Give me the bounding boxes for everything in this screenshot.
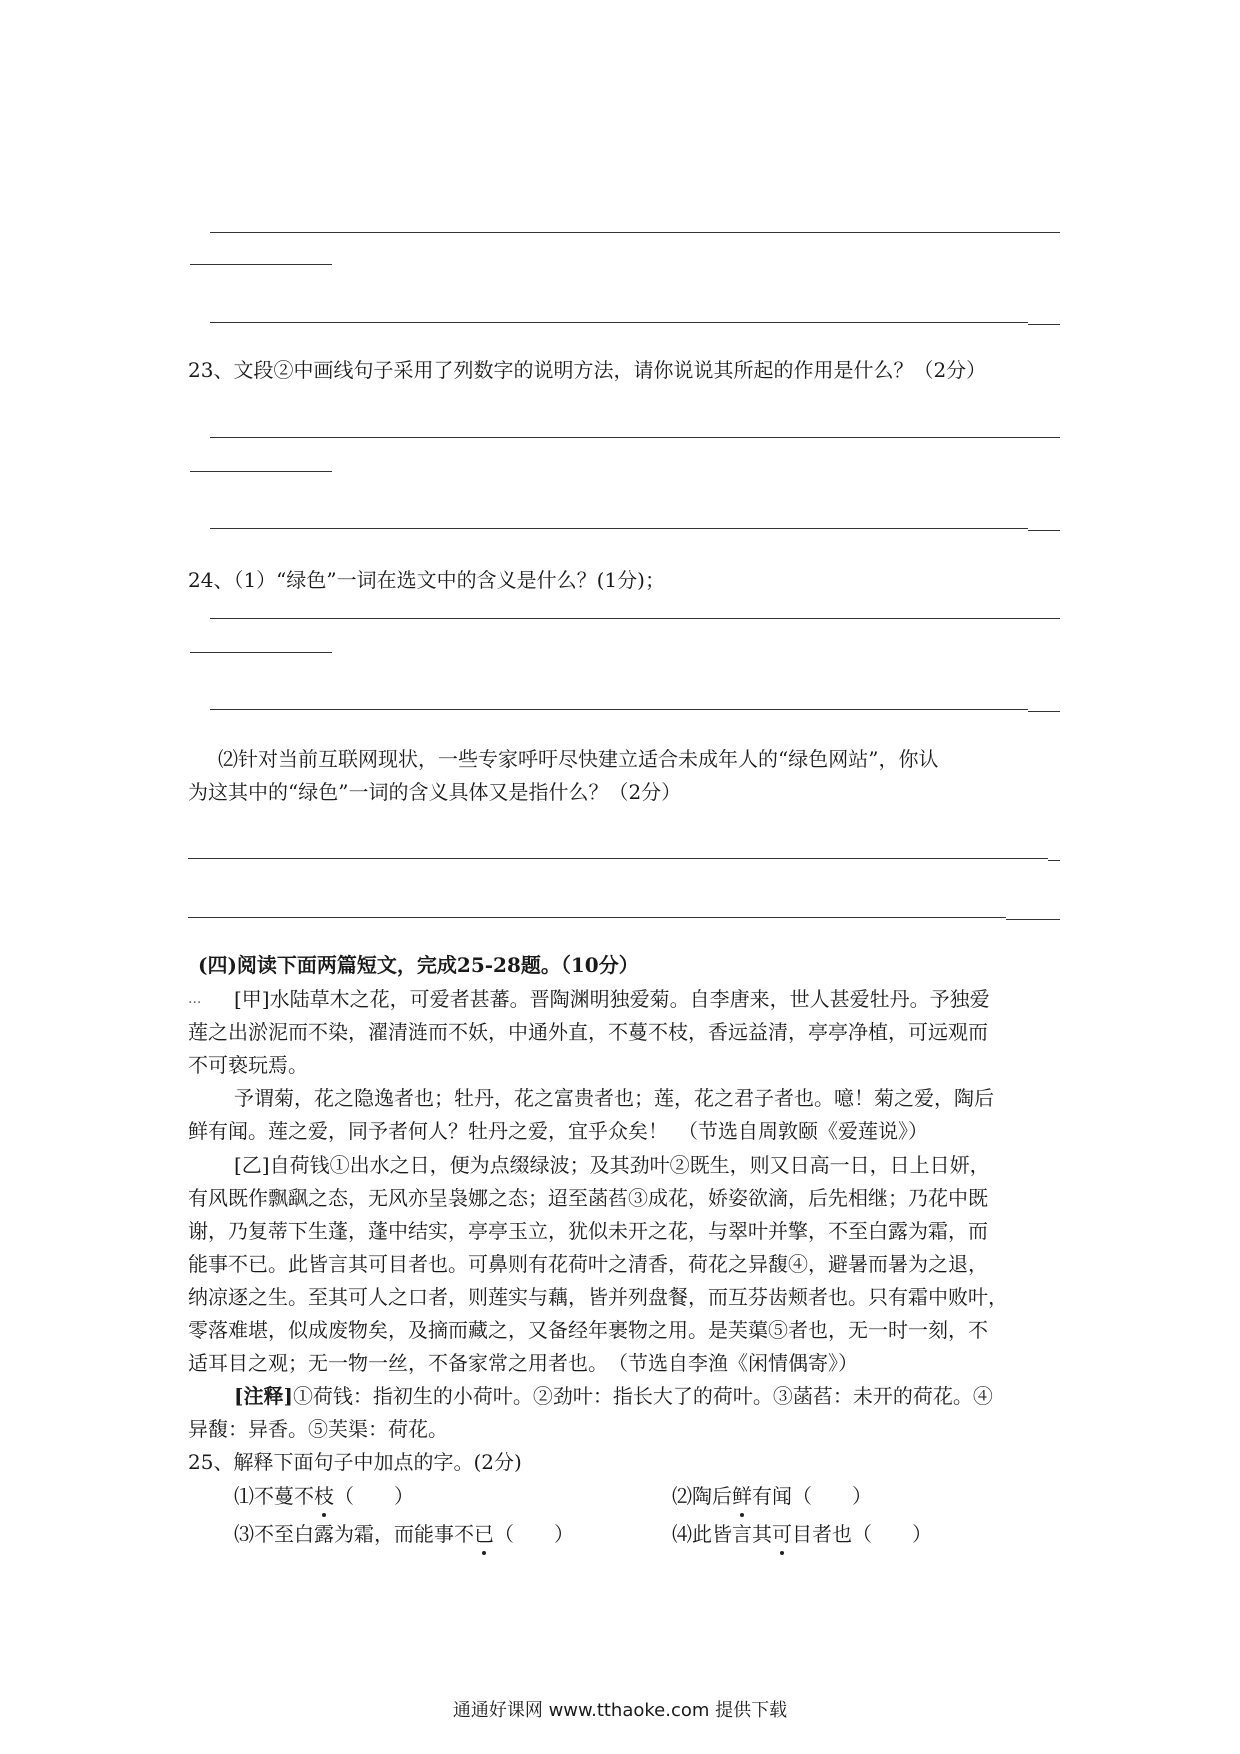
dotted-char: 枝 xyxy=(314,1481,334,1511)
q25-item-3 xyxy=(234,1519,574,1549)
passage-jia-line: 鲜有闻。莲之爱，同予者何人？牡丹之爱，宜乎众矣！ （节选自周敦颐《爱莲说》） xyxy=(188,1119,928,1143)
q25-item-blank[interactable]: （ ） xyxy=(334,1484,414,1508)
q25-item-blank[interactable]: （ ） xyxy=(494,1522,574,1546)
q25-item-text: ⑴不蔓不 xyxy=(234,1484,314,1508)
notes-line: 异馥：异香。⑤芙渠：荷花。 xyxy=(188,1417,448,1441)
answer-line-end[interactable] xyxy=(1028,530,1060,531)
q25-item-text: ⑶不至白露为霜，而能事不 xyxy=(234,1522,474,1546)
notes-text: ①荷钱：指初生的小荷叶。②劲叶：指长大了的荷叶。③菡萏：未开的荷花。④ xyxy=(292,1384,993,1408)
answer-line[interactable] xyxy=(210,618,1060,619)
dots-marker: ... xyxy=(188,991,202,1007)
notes-label: [注释] xyxy=(234,1384,293,1408)
q25-item-text: ⑵陶后 xyxy=(672,1484,732,1508)
passage-jia-line: 不可亵玩焉。 xyxy=(188,1053,308,1077)
q25-item-text: ⑷此皆言其 xyxy=(672,1522,772,1546)
q25-item-blank[interactable]: 目者也（ ） xyxy=(792,1522,932,1546)
answer-line[interactable] xyxy=(210,437,1060,438)
q25-item-1 xyxy=(234,1481,414,1511)
answer-line-short[interactable] xyxy=(190,652,332,653)
answer-line-end[interactable] xyxy=(1006,919,1060,920)
passage-yi-line: 纳凉逐之生。至其可人之口者，则莲实与藕，皆并列盘餐，而互芬齿颊者也。只有霜中败叶， xyxy=(188,1285,1008,1309)
answer-line-end[interactable] xyxy=(1028,324,1060,325)
question-24-1: 24、（1）“绿色”一词在选文中的含义是什么？(1分)； xyxy=(188,568,665,592)
answer-line[interactable] xyxy=(188,917,1006,918)
answer-line[interactable] xyxy=(210,709,1028,710)
answer-line[interactable] xyxy=(210,528,1028,529)
passage-yi-line: 能事不已。此皆言其可目者也。可鼻则有花荷叶之清香，荷花之异馥④，避暑而暑为之退， xyxy=(188,1252,988,1276)
q25-item-blank[interactable]: 有闻（ ） xyxy=(752,1484,872,1508)
question-24-2-line1: ⑵针对当前互联网现状，一些专家呼吁尽快建立适合未成年人的“绿色网站”，你认 xyxy=(218,747,939,771)
passage-yi-line: 零落难堪，似成废物矣，及摘而藏之，又备经年裹物之用。是芙蕖⑤者也，无一时一刻，不 xyxy=(188,1318,988,1342)
passage-yi-line: 适耳目之观；无一物一丝，不备家常之用者也。 （节选自李渔《闲情偶寄》） xyxy=(188,1351,858,1375)
passage-yi-line: 谢，乃复蒂下生蓬，蓬中结实，亭亭玉立，犹似未开之花，与翠叶并擎，不至白露为霜，而 xyxy=(188,1219,988,1243)
answer-line-end[interactable] xyxy=(1048,860,1060,861)
passage-jia-line: 予谓菊，花之隐逸者也；牡丹，花之富贵者也；莲，花之君子者也。噫！菊之爱，陶后 xyxy=(234,1086,994,1110)
answer-line-short[interactable] xyxy=(190,471,332,472)
question-24-2-line2: 为这其中的“绿色”一词的含义具体又是指什么？（2分） xyxy=(188,780,682,804)
notes-line xyxy=(234,1381,993,1411)
passage-yi-line: [乙]自荷钱①出水之日，便为点缀绿波；及其劲叶②既生，则又日高一日，日上日妍， xyxy=(234,1153,990,1177)
passage-jia-line: 莲之出淤泥而不染，濯清涟而不妖，中通外直，不蔓不枝，香远益清，亭亭净植，可远观而 xyxy=(188,1020,988,1044)
question-25: 25、解释下面句子中加点的字。(2分) xyxy=(188,1450,522,1474)
q25-item-2 xyxy=(672,1481,872,1511)
answer-line-end[interactable] xyxy=(1028,711,1060,712)
answer-line-short[interactable] xyxy=(190,264,332,265)
dotted-char: 鲜 xyxy=(732,1481,752,1511)
section-heading: (四)阅读下面两篇短文，完成25-28题。（10分） xyxy=(198,953,639,977)
q25-item-4 xyxy=(672,1519,932,1549)
passage-jia-line: [甲]水陆草木之花，可爱者甚蕃。晋陶渊明独爱菊。自李唐来，世人甚爱牡丹。予独爱 xyxy=(234,987,990,1011)
dotted-char: 已 xyxy=(474,1519,494,1549)
dotted-char: 可 xyxy=(772,1519,792,1549)
answer-line[interactable] xyxy=(210,232,1060,233)
answer-line[interactable] xyxy=(188,858,1048,859)
answer-line[interactable] xyxy=(210,322,1028,323)
question-23: 23、文段②中画线句子采用了列数字的说明方法，请你说说其所起的作用是什么？（2分） xyxy=(188,358,987,382)
page-footer: 通通好课网 www.tthaoke.com 提供下载 xyxy=(452,1700,788,1721)
passage-yi-line: 有风既作飘飖之态，无风亦呈袅娜之态；迢至菡萏③成花，娇姿欲滴，后先相继；乃花中既 xyxy=(188,1186,988,1210)
